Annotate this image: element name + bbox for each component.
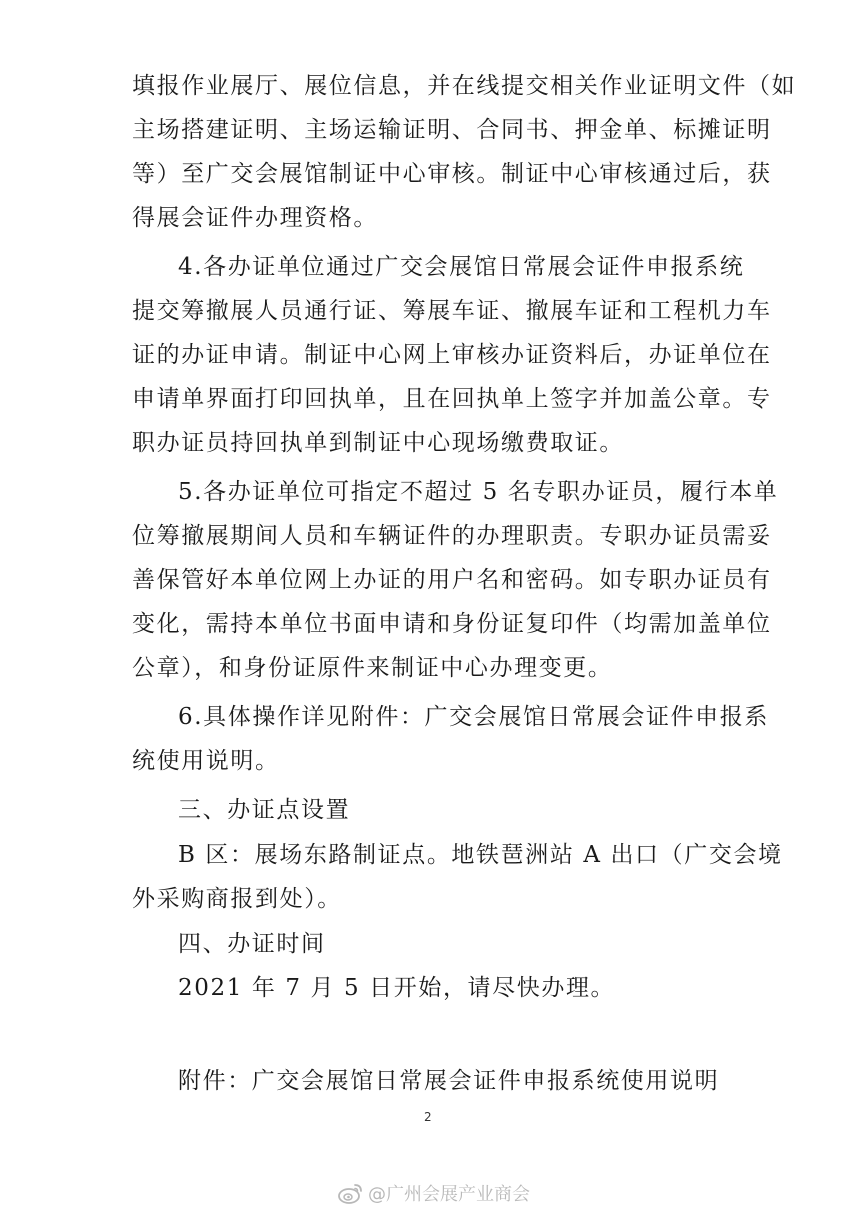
text-line: 等）至广交会展馆制证中心审核。制证中心审核通过后，获	[132, 161, 772, 187]
text-line: 6.具体操作详见附件：广交会展馆日常展会证件申报系	[178, 704, 769, 730]
watermark	[338, 1180, 530, 1206]
text-line: 5.各办证单位可指定不超过 5 名专职办证员，履行本单	[178, 479, 779, 505]
weibo-icon	[338, 1182, 364, 1204]
watermark-text: @广州会展产业商会	[368, 1184, 530, 1205]
text-line: 4.各办证单位通过广交会展馆日常展会证件申报系统	[178, 254, 745, 280]
text-line: 申请单界面打印回执单，且在回执单上签字并加盖公章。专	[132, 386, 772, 412]
section-heading: 三、办证点设置	[178, 797, 351, 823]
text-line: 变化，需持本单位书面申请和身份证复印件（均需加盖单位	[132, 611, 772, 637]
text-line: 统使用说明。	[132, 748, 280, 774]
text-line: 证的办证申请。制证中心网上审核办证资料后，办证单位在	[132, 342, 772, 368]
page-number: 2	[424, 1110, 432, 1124]
text-line: 2021 年 7 月 5 日开始，请尽快办理。	[178, 975, 616, 1001]
text-line: B 区：展场东路制证点。地铁琶洲站 A 出口（广交会境	[178, 842, 783, 868]
text-line: 主场搭建证明、主场运输证明、合同书、押金单、标摊证明	[132, 117, 772, 143]
text-line: 位筹撤展期间人员和车辆证件的办理职责。专职办证员需妥	[132, 523, 772, 549]
text-line: 提交筹撤展人员通行证、筹展车证、撤展车证和工程机力车	[132, 298, 772, 324]
text-line: 职办证员持回执单到制证中心现场缴费取证。	[132, 430, 624, 456]
text-line: 填报作业展厅、展位信息，并在线提交相关作业证明文件（如	[132, 73, 797, 99]
text-line: 善保管好本单位网上办证的用户名和密码。如专职办证员有	[132, 567, 772, 593]
text-line: 公章），和身份证原件来制证中心办理变更。	[132, 655, 613, 681]
attachment-line: 附件：广交会展馆日常展会证件申报系统使用说明	[178, 1068, 720, 1094]
section-heading: 四、办证时间	[178, 931, 326, 957]
text-line: 外采购商报到处）。	[132, 886, 342, 912]
text-line: 得展会证件办理资格。	[132, 205, 378, 231]
